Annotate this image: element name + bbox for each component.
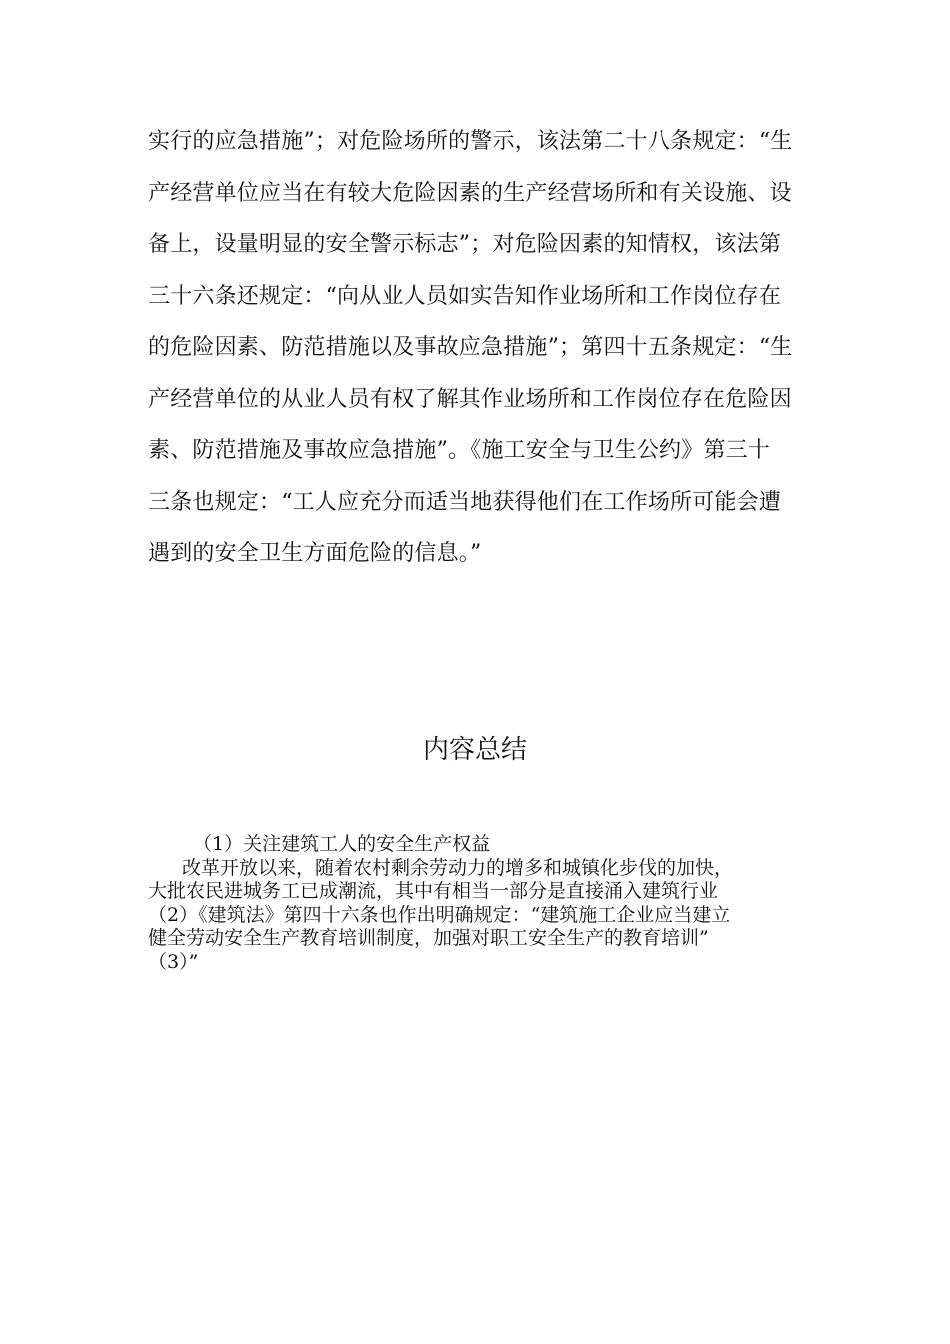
- summary-title: 内容总结: [422, 735, 527, 765]
- summary-line: 改革开放以来，随着农村剩余劳动力的增多和城镇化步伐的加快，: [182, 856, 734, 879]
- body-line: 素、防范措施及事故应急措施”。《施工安全与卫生公约》第三十: [148, 438, 771, 463]
- body-paragraph: [148, 116, 808, 580]
- summary-line: 健全劳动安全生产教育培训制度，加强对职工安全生产的教育培训”: [148, 927, 709, 949]
- body-line: 备上，设量明显的安全警示标志”；对危险因素的知情权，该法第: [148, 232, 782, 257]
- summary-line: 大批农民进城务工已成潮流，其中有相当一部分是直接涌入建筑行业: [148, 880, 719, 902]
- body-line: 产经营单位的从业人员有权了解其作业场所和工作岗位存在危险因: [148, 386, 792, 412]
- body-line: 的危险因素、防范措施以及事故应急措施”；第四十五条规定：“生: [148, 335, 793, 360]
- summary-line: （2）《建筑法》第四十六条也作出明确规定：“建筑施工企业应当建立: [148, 903, 731, 926]
- body-line: 实行的应急措施”；对危险场所的警示，该法第二十八条规定：“生: [148, 129, 793, 154]
- body-line: 三十六条还规定：“向从业人员如实告知作业场所和工作岗位存在: [148, 283, 782, 309]
- body-line: 三条也规定：“工人应充分而适当地获得他们在工作场所可能会遭: [148, 489, 782, 515]
- body-line: 产经营单位应当在有较大危险因素的生产经营场所和有关设施、设: [148, 180, 792, 206]
- body-line: 遇到的安全卫生方面危险的信息。”: [148, 541, 482, 566]
- summary-block: [148, 833, 808, 974]
- summary-line: （3）”: [148, 950, 199, 973]
- summary-line: （1）关注建筑工人的安全生产权益: [193, 833, 491, 855]
